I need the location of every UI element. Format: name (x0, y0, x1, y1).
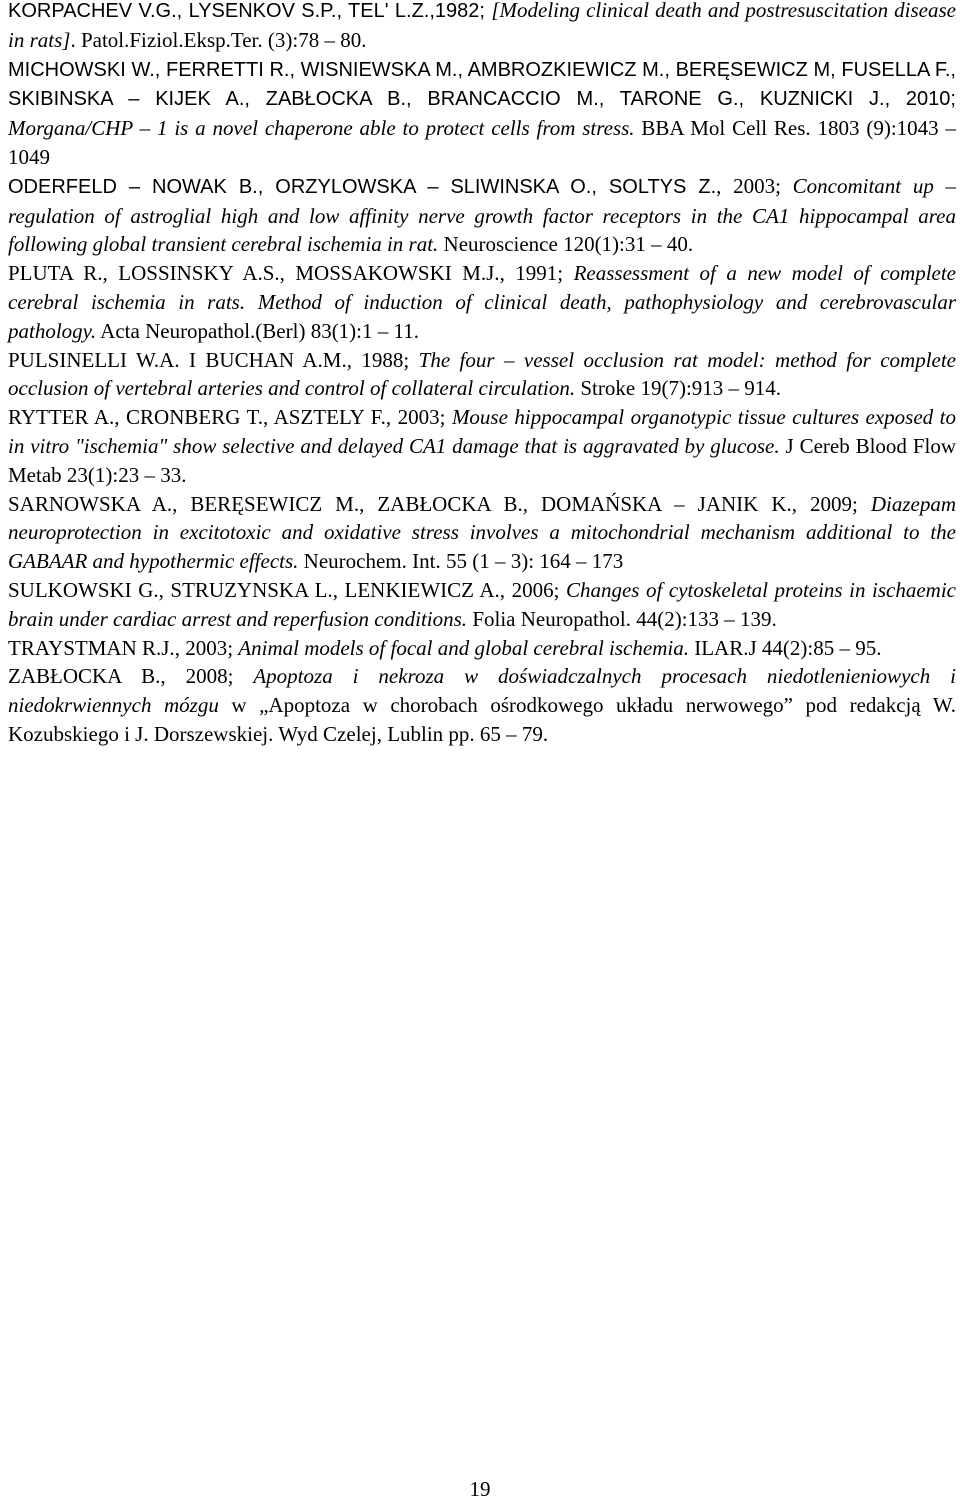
reference-title: The four – vessel occlusion rat model: method for complete occlusion of vertebral arteries and control of collateral circulation. (8, 347, 957, 401)
reference-source: Stroke 19(7):913 – 914. (575, 376, 782, 401)
reference-year: , 2008; (160, 664, 254, 689)
reference-title: [Modeling clinical death and postresuscitation disease in rats] (8, 0, 956, 52)
reference-title: Apoptoza i nekroza w doświadczalnych procesach niedotlenieniowych i niedokrwiennych mózgu (8, 664, 956, 718)
reference-authors: PLUTA R., LOSSINSKY A.S., MOSSAKOWSKI M.J. (8, 261, 500, 286)
reference-year: , 2009; (791, 491, 871, 516)
reference-authors: KORPACHEV V.G., LYSENKOV S.P., TEL' L.Z. (8, 0, 430, 22)
reference-title: Morgana/CHP – 1 is a novel chaperone able to protect cells from stress. (8, 116, 635, 141)
reference-year: , 1988; (346, 347, 419, 372)
reference-sarnowska (8, 490, 956, 576)
page-number: 19 (469, 1477, 491, 1501)
reference-year: , 2003; (716, 173, 793, 198)
reference-authors: SULKOWSKI G., STRUZYNSKA L., LENKIEWICZ A. (8, 577, 500, 602)
reference-year: , 2003; (385, 405, 452, 430)
reference-title: Concomitant up – regulation of astroglial high and low affinity nerve growth factor receptors in the CA1 hippocampal area following global transient cerebral ischemia in rat. (8, 173, 957, 257)
reference-source: J Cereb Blood Flow Metab 23(1):23 – 33. (8, 433, 956, 487)
reference-michowski (8, 55, 956, 172)
reference-year: , 1991; (499, 261, 574, 286)
reference-title: Diazepam neuroprotection in excitotoxic and oxidative stress involves a mitochondrial mechanism additional to the GABAAR and hypothermic effects. (8, 491, 956, 574)
reference-authors: RYTTER A., CRONBERG T., ASZTELY F. (8, 405, 386, 430)
reference-oderfeld (8, 172, 956, 259)
reference-year: , 2010; (884, 88, 956, 111)
reference-source: ILAR.J 44(2):85 – 95. (688, 635, 882, 660)
reference-rytter (8, 403, 956, 489)
reference-title: Animal models of focal and global cerebral ischemia. (238, 635, 689, 660)
reference-korpachev (8, 0, 956, 55)
reference-title: Mouse hippocampal organotypic tissue cultures exposed to in vitro "ischemia" show selective and delayed CA1 damage that is aggravated by glucose. (8, 405, 957, 458)
reference-source: Acta Neuropathol.(Berl) 83(1):1 – 11. (96, 318, 419, 343)
reference-authors: PULSINELLI W.A. I BUCHAN A.M. (8, 347, 347, 372)
reference-year: ,1982; (429, 0, 492, 22)
reference-zablocka (8, 662, 956, 748)
reference-authors: SARNOWSKA A., BERĘSEWICZ M., ZABŁOCKA B., DOMAŃSKA – JANIK K. (8, 491, 792, 516)
reference-title: Changes of cytoskeletal proteins in ischaemic brain under cardiac arrest and reperfusion conditions. (8, 577, 956, 631)
reference-source: . Patol.Fiziol.Eksp.Ter. (3):78 – 80. (70, 27, 367, 52)
reference-authors: MICHOWSKI W., FERRETTI R., WISNIEWSKA M., AMBROZKIEWICZ M., BERĘSEWICZ M, FUSELLA F., SKIBINSKA – KIJEK A., ZABŁOCKA B., BRANCACCIO M., TARONE G., KUZNICKI J. (8, 58, 956, 111)
reference-authors: TRAYSTMAN R.J. (8, 635, 175, 660)
reference-authors: ZABŁOCKA B. (8, 664, 161, 689)
reference-authors: ODERFELD – NOWAK B., ORZYLOWSKA – SLIWINSKA O., SOLTYS Z. (8, 175, 717, 198)
reference-source: Neurochem. Int. 55 (1 – 3): 164 – 173 (298, 549, 624, 574)
reference-sulkowski (8, 576, 956, 634)
reference-pluta (8, 259, 956, 345)
reference-pulsinelli (8, 346, 956, 404)
reference-source: w „Apoptoza w chorobach ośrodkowego układu nerwowego” pod redakcją W. Kozubskiego i J. Dorszewskiej. Wyd Czelej, Lublin pp. 65 – 79. (8, 693, 957, 746)
reference-source: BBA Mol Cell Res. 1803 (9):1043 – 1049 (8, 116, 956, 169)
reference-traystman (8, 634, 956, 663)
reference-source: Neuroscience 120(1):31 – 40. (438, 232, 694, 257)
reference-title: Reassessment of a new model of complete cerebral ischemia in rats. Method of induction of clinical death, pathophysiology and cerebrovascular pathology. (8, 261, 956, 343)
reference-year: , 2003; (174, 635, 239, 660)
reference-source: Folia Neuropathol. 44(2):133 – 139. (467, 606, 777, 631)
reference-list (8, 0, 956, 749)
reference-year: , 2006; (499, 577, 566, 602)
